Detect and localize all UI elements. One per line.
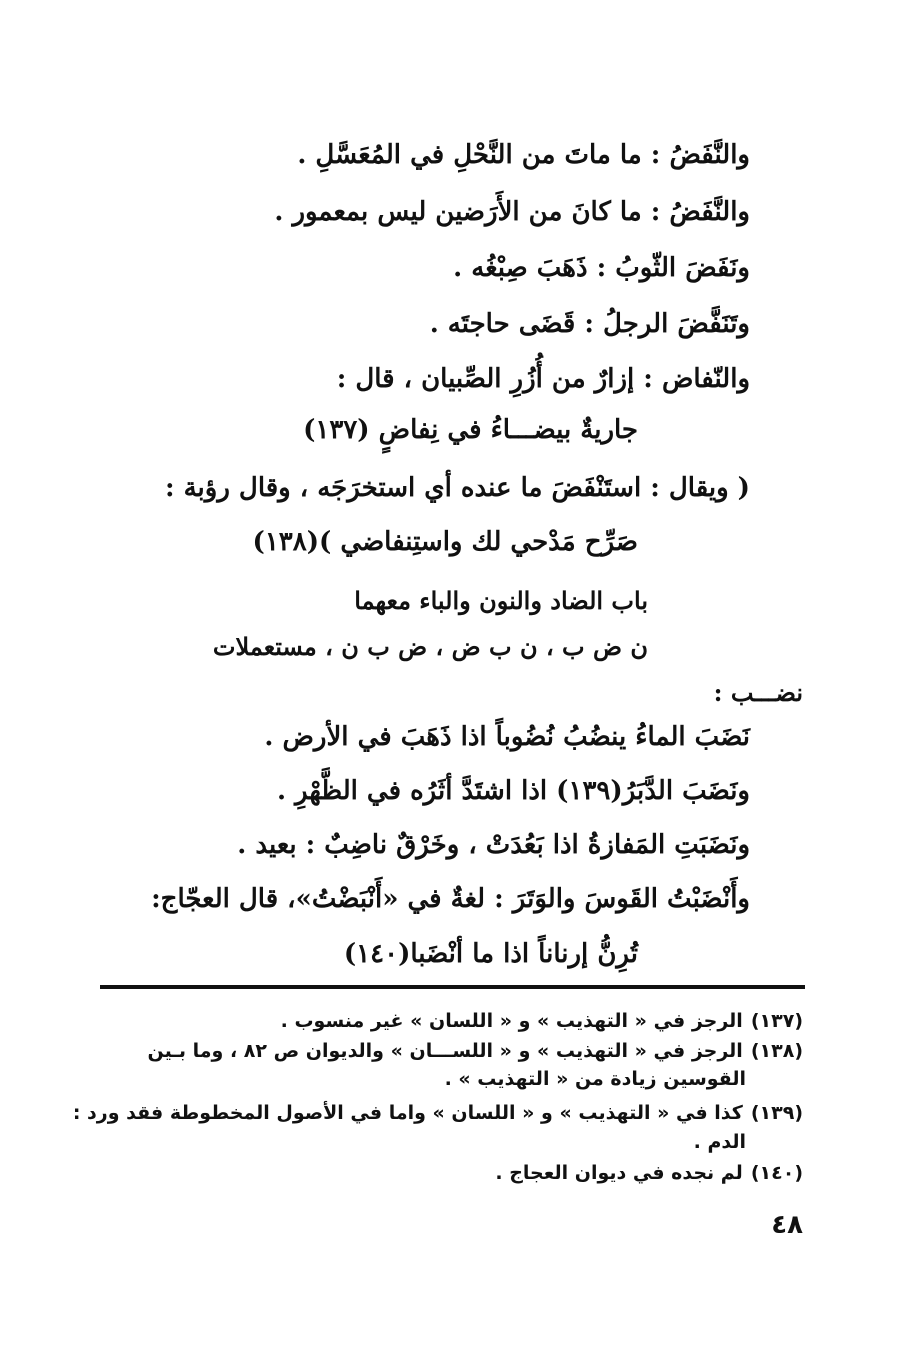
footnote-text: القوسين زيادة من « التهذيب » .	[444, 1068, 746, 1090]
verse-line-2: صَرِّح مَدْحي لك واستِنفاضي )(١٣٨)	[252, 527, 638, 557]
footnote-text: الدم .	[693, 1131, 746, 1153]
footnote-text: الرجز في « التهذيب » و « اللســـان » والديوان ص ٨٢ ، وما بـين	[147, 1040, 743, 1062]
footnote-140	[495, 1160, 803, 1186]
entry-line-8: ونَضَبَ الدَّبَرُ(١٣٩) اذا اشتَدَّ أثَرُه في الظَّهْرِ .	[276, 776, 750, 806]
footnote-text: كذا في « التهذيب » و « اللسان » واما في الأصول المخطوطة فقد ورد :	[72, 1102, 743, 1124]
verse-line-1: جاريةٌ بيضـــاءُ في نِفاضٍ (١٣٧)	[303, 415, 638, 445]
footnote-number: (١٣٧)	[750, 1010, 803, 1032]
section-roots: ن ض ب ، ن ب ض ، ض ب ن ، مستعملات	[212, 632, 648, 661]
footnote-138	[148, 1038, 803, 1064]
page-number: ٤٨	[771, 1210, 803, 1240]
footnote-text: لم نجده في ديوان العجاج .	[495, 1162, 743, 1184]
section-title: باب الضاد والنون والباء معهما	[354, 586, 648, 615]
entry-line-4: وتَنَفَّضَ الرجلُ : قَضَى حاجتَه .	[429, 309, 750, 339]
footnote-139-cont	[694, 1129, 746, 1155]
footnote-138-cont	[445, 1066, 746, 1092]
footnote-137	[281, 1008, 803, 1034]
entry-line-6: ( ويقال : استَنْفَضَ ما عنده أي استخرَجَه ، وقال رؤبة :	[164, 473, 750, 503]
entry-line-3: ونَفَضَ الثّوبُ : ذَهَبَ صِبْغُه .	[453, 253, 750, 283]
entry-line-10: وأَنْضَبْتُ القَوسَ والوَتَرَ : لغةٌ في «أَنْبَضْتُ»، قال العجّاج:	[151, 884, 750, 914]
entry-line-5: والنّفاض : إزارٌ من أُزُرِ الصِّبيان ، قال :	[336, 364, 750, 394]
entry-line-1: والنَّفَضُ : ما ماتَ من النَّحْلِ في المُعَسَّلِ .	[297, 140, 750, 170]
entry-line-7: نَضَبَ الماءُ ينضُبُ نُضُوباً اذا ذَهَبَ في الأرض .	[264, 722, 750, 752]
footnote-text: الرجز في « التهذيب » و « اللسان » غير منسوب .	[280, 1010, 743, 1032]
footnote-number: (١٤٠)	[750, 1162, 803, 1184]
footnote-139	[73, 1100, 803, 1126]
footnote-number: (١٣٨)	[750, 1040, 803, 1062]
verse-line-3: تُرِنُّ إرناناً اذا ما أنْضَبا(١٤٠)	[343, 939, 638, 969]
entry-line-9: ونَضَبَتِ المَفازةُ اذا بَعُدَتْ ، وخَرْقٌ ناضِبٌ : بعيد .	[237, 830, 750, 860]
entry-line-2: والنَّفَضُ : ما كانَ من الأَرَضين ليس بمعمور .	[274, 197, 750, 227]
root-label: نضـــب :	[713, 678, 803, 707]
footnote-divider	[100, 985, 805, 989]
footnote-number: (١٣٩)	[750, 1102, 803, 1124]
